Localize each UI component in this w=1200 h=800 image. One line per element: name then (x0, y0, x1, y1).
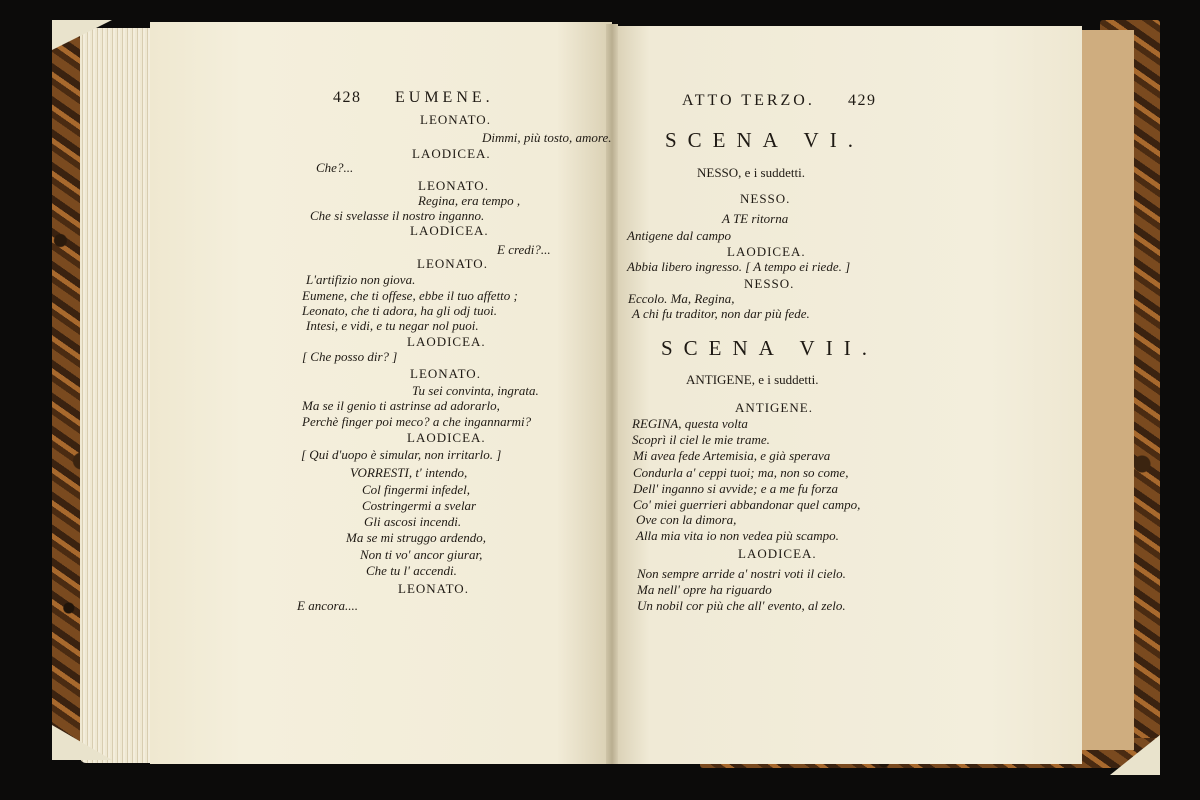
verse-line: Che si svelasse il nostro inganno. (310, 208, 485, 223)
verse-line: Leonato, che ti adora, ha gli odj tuoi. (302, 303, 497, 318)
speaker-name: LEONATO. (418, 178, 489, 193)
speaker-name: NESSO. (744, 276, 795, 291)
verse-line: E ancora.... (297, 598, 359, 613)
speaker-name: LAODICEA. (407, 430, 486, 445)
verse-line: Co' miei guerrieri abbandonar quel campo, (633, 497, 861, 512)
verse-line: Intesi, e vidi, e tu negar nol puoi. (306, 318, 479, 333)
verse-line: Dimmi, più tosto, amore. (482, 130, 612, 145)
verse-line: Costringermi a svelar (362, 498, 477, 513)
verse-line: Che tu l' accendi. (366, 563, 457, 578)
speaker-name: LEONATO. (398, 581, 469, 596)
verse-line: Eumene, che ti offese, ebbe il tuo affetto ; (302, 288, 518, 303)
verse-line: Condurla a' ceppi tuoi; ma, non so come, (633, 465, 849, 480)
verse-line: REGINA, questa volta (632, 416, 748, 431)
verse-line: Tu sei convinta, ingrata. (412, 383, 539, 398)
verse-line: Eccolo. Ma, Regina, (628, 291, 735, 306)
verse-line: Un nobil cor più che all' evento, al zelo. (637, 598, 846, 613)
speaker-name: LEONATO. (410, 366, 481, 381)
scene7-cast: ANTIGENE, e i suddetti. (686, 372, 819, 387)
left-page-number: 428 (333, 89, 362, 106)
speaker-name: LEONATO. (417, 256, 488, 271)
right-running-head: ATTO TERZO. (682, 92, 815, 109)
verse-line: L'artifizio non giova. (306, 272, 416, 287)
verse-line: [ Qui d'uopo è simular, non irritarlo. ] (301, 447, 502, 462)
speaker-name: ANTIGENE. (735, 400, 813, 415)
endpaper (1082, 30, 1134, 750)
verse-line: Dell' inganno si avvide; e a me fu forza (633, 481, 838, 496)
verse-line: Ma se il genio ti astrinse ad adorarlo, (302, 398, 500, 413)
verse-line: Gli ascosi incendi. (364, 514, 462, 529)
scene6-cast: NESSO, e i suddetti. (697, 165, 805, 180)
speaker-name: LAODICEA. (412, 146, 491, 161)
verse-line: Antigene dal campo (627, 228, 731, 243)
speaker-name: LAODICEA. (407, 334, 486, 349)
speaker-name: NESSO. (740, 191, 791, 206)
verse-line: Mi avea fede Artemisia, e già sperava (633, 448, 831, 463)
verse-line: Regina, era tempo , (418, 193, 521, 208)
speaker-name: LEONATO. (420, 112, 491, 127)
speaker-name: LAODICEA. (738, 546, 817, 561)
speaker-name: LAODICEA. (727, 244, 806, 259)
verse-line: A TE ritorna (722, 211, 789, 226)
left-running-head: EUMENE. (395, 89, 494, 106)
verse-line: E credi?... (497, 242, 551, 257)
speaker-name: LAODICEA. (410, 223, 489, 238)
verse-line: Ma se mi struggo ardendo, (346, 530, 486, 545)
verse-line: Alla mia vita io non vedea più scampo. (636, 528, 839, 543)
verse-line: Non ti vo' ancor giurar, (360, 547, 483, 562)
verse-line: Ma nell' opre ha riguardo (637, 582, 772, 597)
verse-line: Non sempre arride a' nostri voti il cielo. (637, 566, 846, 581)
verse-line: Che?... (316, 160, 354, 175)
verse-line: Scoprì il ciel le mie trame. (632, 432, 770, 447)
verse-line: Perchè finger poi meco? a che ingannarmi? (302, 414, 532, 429)
verse-line: [ Che posso dir? ] (302, 349, 398, 364)
verse-line: Ove con la dimora, (636, 512, 737, 527)
right-page-number: 429 (848, 92, 877, 109)
verse-line: Abbia libero ingresso. [ A tempo ei riede. ] (627, 259, 851, 274)
verse-line: Col fingermi infedel, (362, 482, 470, 497)
scene6-title: SCENA VI. (665, 128, 864, 152)
scene7-title: SCENA VII. (661, 336, 878, 360)
verse-line: A chi fu traditor, non dar più fede. (632, 306, 810, 321)
verse-line: VORRESTI, t' intendo, (350, 465, 468, 480)
